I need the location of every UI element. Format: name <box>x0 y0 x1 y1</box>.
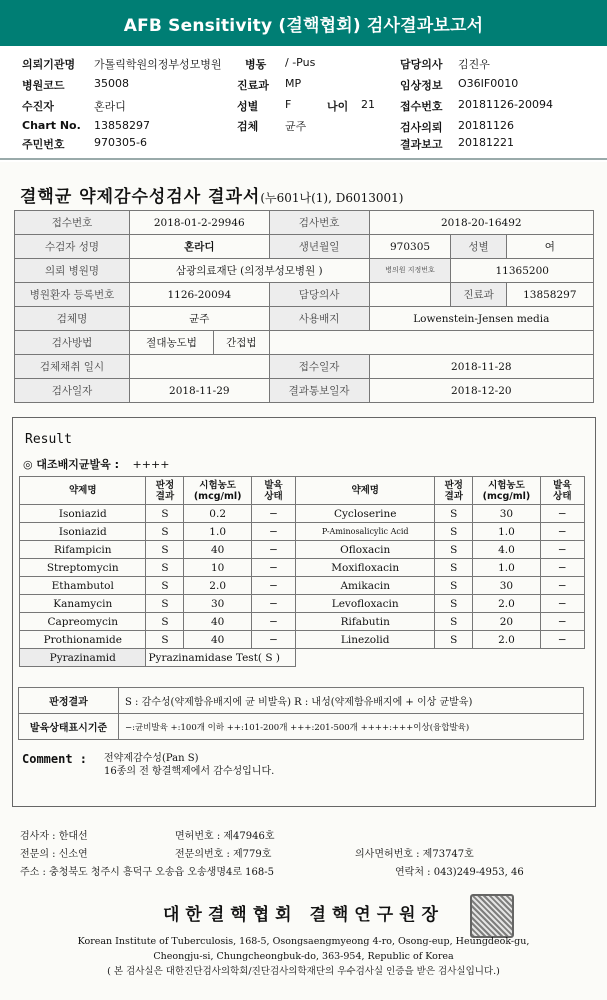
drug-name: Isoniazid <box>20 505 146 523</box>
birth-cell: 970305 <box>369 235 451 259</box>
drug-growth: − <box>540 577 584 595</box>
receipt-no-label: 접수번호 <box>400 100 443 113</box>
drug-name: Capreomycin <box>20 613 146 631</box>
table-row <box>20 559 585 577</box>
col-growth-right-1: 발육 <box>553 479 572 491</box>
drug-name: P-Aminosalicylic Acid <box>296 523 435 541</box>
birth-key: 생년월일 <box>269 235 369 259</box>
drug-conc: 40 <box>184 541 251 559</box>
comment-line: 전약제감수성(Pan S) <box>104 753 199 764</box>
drug-result: S <box>435 523 473 541</box>
specimen-cell: 균주 <box>130 307 270 331</box>
drug-conc: 2.0 <box>184 577 251 595</box>
legend-table <box>18 687 584 740</box>
col-drug-left: 약제명 <box>20 477 146 505</box>
drug-result: S <box>435 541 473 559</box>
specimen-key: 검체명 <box>15 307 130 331</box>
legend-judge-label: 판정결과 <box>19 688 119 714</box>
drug-name: Kanamycin <box>20 595 146 613</box>
doctor-label: 담당의사 <box>400 58 443 71</box>
id-value: 970305-6 <box>94 136 147 149</box>
drug-growth: − <box>251 505 295 523</box>
drug-growth: − <box>251 595 295 613</box>
col-judge-right <box>435 477 473 505</box>
doctor-license: 의사면허번호 : 제73747호 <box>355 849 474 860</box>
drug-result: S <box>146 595 184 613</box>
col-conc-left-2: (mcg/ml) <box>193 490 242 502</box>
pza-result: Pyrazinamidase Test( S ) <box>146 649 296 667</box>
certification-note: ( 본 검사실은 대한진단검사의학회/진단검사의학재단의 우수검사실 인증을 받은 검사실입니다.) <box>107 966 500 977</box>
result-label: Result <box>25 432 72 447</box>
hospital-code-label: 병원코드 <box>22 79 65 92</box>
scanned-report <box>0 162 607 1000</box>
comment-line: 16종의 전 항결핵제에서 감수성입니다. <box>104 766 275 777</box>
exam-no-key: 검사번호 <box>269 211 369 235</box>
id-label: 주민번호 <box>22 138 65 151</box>
request-label: 검사의뢰 <box>400 121 443 134</box>
drug-conc: 40 <box>184 613 251 631</box>
drug-rows <box>20 505 585 667</box>
receipt-no-value: 20181126-20094 <box>458 98 553 111</box>
pza-name: Pyrazinamid <box>20 649 146 667</box>
dept-key: 진료과 <box>451 283 506 307</box>
doctor-key: 담당의사 <box>269 283 369 307</box>
organization-name: 대한결핵협회 결핵연구원장 <box>163 905 444 925</box>
drug-name: Cycloserine <box>296 505 435 523</box>
drug-growth: − <box>540 559 584 577</box>
exam-date-key: 검사일자 <box>15 379 130 403</box>
col-judge-right-1: 판정 <box>444 479 463 491</box>
ward-label: 병동 <box>245 58 267 71</box>
drug-name: Rifampicin <box>20 541 146 559</box>
collect-cell <box>130 355 270 379</box>
drug-result: S <box>146 541 184 559</box>
col-drug-right: 약제명 <box>296 477 435 505</box>
drug-conc: 10 <box>184 559 251 577</box>
legend-growth-value: −:균비발육 +:100개 이하 ++:101-200개 +++:201-500개 ++++:+++이상(융합발육) <box>119 714 584 740</box>
drug-growth: − <box>251 577 295 595</box>
drug-susceptibility-table <box>19 476 585 667</box>
culture-growth <box>23 456 169 472</box>
drug-result: S <box>435 595 473 613</box>
drug-name: Ofloxacin <box>296 541 435 559</box>
drug-result: S <box>435 505 473 523</box>
col-conc-right <box>473 477 540 505</box>
legend-judge-value: S : 감수성(약제함유배지에 균 비발육) R : 내성(약제함유배지에 + 이상 균발육) <box>119 688 584 714</box>
drug-conc: 30 <box>473 505 540 523</box>
org-address-line: Cheongju-si, Chungcheongbuk-do, 363-954, Republic of Korea <box>153 951 454 962</box>
legend-growth-label: 발육상태표시기준 <box>19 714 119 740</box>
drug-result: S <box>146 523 184 541</box>
drug-result: S <box>146 613 184 631</box>
col-conc-left-1: 시험농도 <box>199 479 236 491</box>
col-conc-left <box>184 477 251 505</box>
report-header <box>0 0 607 46</box>
report-title: AFB Sensitivity (결핵협회) 검사결과보고서 <box>123 15 484 36</box>
report-label: 결과보고 <box>400 138 443 151</box>
drug-name: Isoniazid <box>20 523 146 541</box>
col-judge-right-2: 결과 <box>444 490 463 502</box>
doctor-value: 김진우 <box>458 58 490 71</box>
dept-value: MP <box>285 77 302 90</box>
drug-name: Levofloxacin <box>296 595 435 613</box>
seal-stamp-icon <box>470 894 514 938</box>
specialist-license: 전문의번호 : 제779호 <box>175 849 272 860</box>
drug-growth: − <box>251 613 295 631</box>
clinical-value: O36IF0010 <box>458 77 519 90</box>
drug-conc: 20 <box>473 613 540 631</box>
drug-growth: − <box>540 523 584 541</box>
sex-key: 성별 <box>451 235 506 259</box>
table-row <box>20 541 585 559</box>
exam-no-cell: 2018-20-16492 <box>369 211 593 235</box>
patient-value: 혼라디 <box>94 100 126 113</box>
col-growth-right-2: 상태 <box>553 490 572 502</box>
dept-label: 진료과 <box>237 79 269 92</box>
table-row <box>20 595 585 613</box>
name-key: 수검자 성명 <box>15 235 130 259</box>
scan-title-main: 결핵균 약제감수성검사 결과서 <box>20 187 261 207</box>
patient-info-panel <box>0 52 607 156</box>
drug-result: S <box>146 577 184 595</box>
report-value: 20181221 <box>458 136 514 149</box>
drug-growth: − <box>540 631 584 649</box>
drug-growth: − <box>540 595 584 613</box>
notify-cell: 2018-12-20 <box>369 379 593 403</box>
culture-label: ◎ 대조배지균발육 : <box>23 458 120 471</box>
divider <box>0 158 607 160</box>
drug-conc: 2.0 <box>473 595 540 613</box>
exam-date-cell: 2018-11-29 <box>130 379 270 403</box>
patient-label: 수진자 <box>22 100 54 113</box>
hospital-cell: 삼광의료재단 (의정부성모병원 ) <box>130 259 370 283</box>
sex-label: 성별 <box>237 100 259 113</box>
hospital-code-value: 35008 <box>94 77 129 90</box>
reg-key: 병원환자 등록번호 <box>15 283 130 307</box>
request-value: 20181126 <box>458 119 514 132</box>
comment-text <box>104 752 274 778</box>
drug-growth: − <box>540 541 584 559</box>
col-judge-left <box>146 477 184 505</box>
specialist: 전문의 : 신소연 <box>20 849 88 860</box>
col-judge-left-1: 판정 <box>155 479 175 491</box>
drug-name: Prothionamide <box>20 631 146 649</box>
org-address-line: Korean Institute of Tuberculosis, 168-5, Osongsaengmyeong 4-ro, Osong-eup, Heungdeok-gu, <box>77 936 530 947</box>
organization-address <box>0 934 607 979</box>
drug-growth: − <box>251 541 295 559</box>
specimen-label: 검체 <box>237 120 259 133</box>
specimen-info-table <box>14 210 594 403</box>
drug-growth: − <box>251 631 295 649</box>
drug-conc: 30 <box>184 595 251 613</box>
receipt-date-key: 접수일자 <box>269 355 369 379</box>
method-key: 검사방법 <box>15 331 130 355</box>
method-cell-2: 간접법 <box>214 331 270 355</box>
drug-conc: 1.0 <box>473 559 540 577</box>
scan-title-sub: (누601나(1), D6013001) <box>260 191 404 205</box>
drug-result: S <box>435 613 473 631</box>
result-section <box>12 417 596 807</box>
name-cell: 혼라디 <box>130 235 270 259</box>
receipt-date-cell: 2018-11-28 <box>369 355 593 379</box>
drug-conc: 1.0 <box>184 523 251 541</box>
drug-growth: − <box>251 523 295 541</box>
examiner: 검사자 : 한대선 <box>20 831 88 842</box>
drug-growth: − <box>540 505 584 523</box>
method-cell-1: 절대농도법 <box>130 331 214 355</box>
dept-cell: 13858297 <box>506 283 593 307</box>
medium-cell: Lowenstein-Jensen media <box>369 307 593 331</box>
examiner-license: 면허번호 : 제47946호 <box>175 831 275 842</box>
chart-label: Chart No. <box>22 119 81 132</box>
drug-result: S <box>146 559 184 577</box>
culture-value: ++++ <box>132 458 170 471</box>
hospital-key: 의뢰 병원명 <box>15 259 130 283</box>
notify-key: 결과통보일자 <box>269 379 369 403</box>
table-row <box>20 505 585 523</box>
sex-cell: 여 <box>506 235 593 259</box>
drug-growth: − <box>540 613 584 631</box>
table-row <box>20 523 585 541</box>
receipt-no-cell: 2018-01-2-29946 <box>130 211 270 235</box>
chart-value: 13858297 <box>94 119 150 132</box>
drug-name: Moxifloxacin <box>296 559 435 577</box>
table-row <box>20 577 585 595</box>
doctor-cell <box>369 283 451 307</box>
col-judge-left-2: 결과 <box>155 490 175 502</box>
clinical-label: 임상정보 <box>400 79 443 92</box>
age-value: 21 <box>361 98 375 111</box>
table-row <box>20 631 585 649</box>
method-empty <box>269 331 593 355</box>
hospital-no-cell: 11365200 <box>451 259 594 283</box>
drug-name: Streptomycin <box>20 559 146 577</box>
ward-value: / -Pus <box>285 56 316 69</box>
drug-result: S <box>146 631 184 649</box>
drug-name: Amikacin <box>296 577 435 595</box>
medium-key: 사용배지 <box>269 307 369 331</box>
institution-value: 가톨릭학원의정부성모병원 <box>94 58 222 71</box>
age-label: 나이 <box>327 100 349 113</box>
drug-conc: 0.2 <box>184 505 251 523</box>
address: 주소 : 충청북도 청주시 흥덕구 오송읍 오송생명4로 168-5 <box>20 867 275 878</box>
drug-result: S <box>146 505 184 523</box>
drug-conc: 4.0 <box>473 541 540 559</box>
col-growth-left-1: 발육 <box>264 479 283 491</box>
drug-name: Linezolid <box>296 631 435 649</box>
scan-title <box>20 182 403 207</box>
col-growth-left <box>251 477 295 505</box>
drug-conc: 2.0 <box>473 631 540 649</box>
drug-result: S <box>435 631 473 649</box>
table-row <box>20 649 585 667</box>
institution-label: 의뢰기관명 <box>22 58 76 71</box>
col-conc-right-2: (mcg/ml) <box>482 490 531 502</box>
hospital-no-key: 병의원 지정번호 <box>369 259 451 283</box>
comment-label: Comment : <box>22 752 88 766</box>
sex-value: F <box>285 98 292 111</box>
drug-growth: − <box>251 559 295 577</box>
col-growth-left-2: 상태 <box>264 490 283 502</box>
drug-result: S <box>435 559 473 577</box>
drug-conc: 30 <box>473 577 540 595</box>
collect-key: 검체채취 일시 <box>15 355 130 379</box>
specimen-value: 균주 <box>285 120 307 133</box>
col-growth-right <box>540 477 584 505</box>
table-row <box>20 613 585 631</box>
receipt-no-key: 접수번호 <box>15 211 130 235</box>
pza-empty <box>296 649 585 667</box>
drug-name: Ethambutol <box>20 577 146 595</box>
drug-result: S <box>435 577 473 595</box>
drug-conc: 40 <box>184 631 251 649</box>
col-conc-right-1: 시험농도 <box>488 479 525 491</box>
reg-cell: 1126-20094 <box>130 283 270 307</box>
drug-name: Rifabutin <box>296 613 435 631</box>
drug-conc: 1.0 <box>473 523 540 541</box>
contact: 연락처 : 043)249-4953, 46 <box>395 867 524 878</box>
